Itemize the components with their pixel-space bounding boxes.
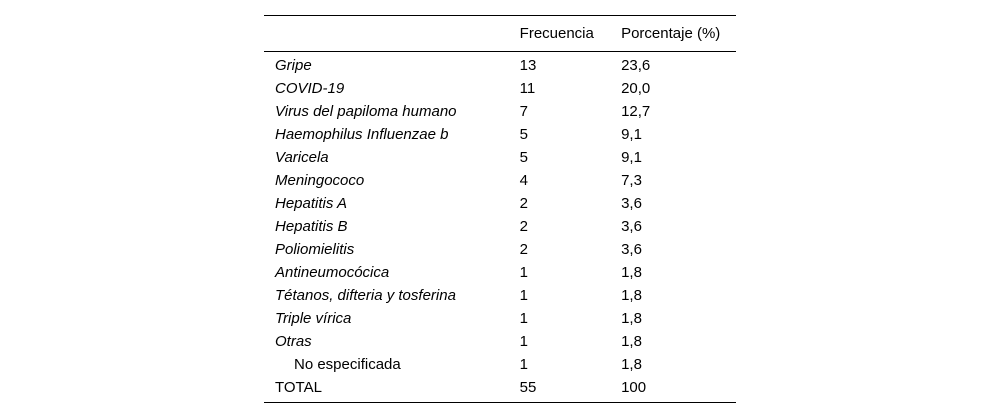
row-frequency: 2 <box>519 195 528 212</box>
table-row <box>264 284 736 307</box>
table-row <box>264 353 736 376</box>
table-body <box>264 52 736 403</box>
row-name: Meningococo <box>275 172 365 189</box>
table-row <box>264 123 736 146</box>
row-frequency: 1 <box>519 310 528 327</box>
row-percentage: 100 <box>621 376 736 403</box>
row-name: Virus del papiloma humano <box>275 103 457 120</box>
row-name: Hepatitis A <box>275 195 347 212</box>
table-row <box>264 307 736 330</box>
table-row <box>264 192 736 215</box>
vaccine-frequency-table <box>264 15 736 403</box>
row-frequency: 11 <box>519 80 536 97</box>
row-percentage: 12,7 <box>621 103 651 120</box>
row-frequency: 1 <box>519 356 528 373</box>
row-percentage: 7,3 <box>621 172 642 189</box>
row-name: TOTAL <box>264 376 520 403</box>
row-frequency: 13 <box>519 57 537 74</box>
row-name: Poliomielitis <box>275 241 355 258</box>
row-frequency: 1 <box>519 333 528 350</box>
row-name: Otras <box>275 333 312 350</box>
row-name: Hepatitis B <box>275 218 348 235</box>
row-frequency: 2 <box>519 218 528 235</box>
row-percentage: 20,0 <box>621 80 651 97</box>
row-name: Gripe <box>275 57 312 74</box>
row-percentage: 3,6 <box>621 218 642 235</box>
row-percentage: 1,8 <box>621 287 642 304</box>
table-row <box>264 169 736 192</box>
table-row <box>264 146 736 169</box>
table-row-total <box>264 376 736 403</box>
table-row <box>264 330 736 353</box>
row-percentage: 1,8 <box>621 310 642 327</box>
row-percentage: 1,8 <box>621 333 642 350</box>
row-percentage: 9,1 <box>621 126 642 143</box>
row-name: Antineumocócica <box>275 264 390 281</box>
row-frequency: 5 <box>519 149 528 166</box>
table-row <box>264 261 736 284</box>
row-percentage: 1,8 <box>621 356 642 373</box>
header-frequency: Frecuencia <box>520 16 621 52</box>
header-name <box>264 16 520 52</box>
header-percentage: Porcentaje (%) <box>621 16 736 52</box>
row-frequency: 55 <box>520 376 621 403</box>
table-row <box>264 100 736 123</box>
row-name: COVID-19 <box>275 80 345 97</box>
row-frequency: 7 <box>519 103 528 120</box>
table-row <box>264 52 736 78</box>
table-row <box>264 238 736 261</box>
row-percentage: 1,8 <box>621 264 642 281</box>
row-frequency: 2 <box>519 241 528 258</box>
row-percentage: 23,6 <box>621 57 651 74</box>
row-percentage: 3,6 <box>621 241 642 258</box>
vaccine-frequency-table-container <box>264 15 736 403</box>
row-frequency: 4 <box>519 172 528 189</box>
row-frequency: 5 <box>519 126 528 143</box>
row-frequency: 1 <box>519 287 528 304</box>
row-name: Tétanos, difteria y tosferina <box>275 287 456 304</box>
row-name: Varicela <box>275 149 329 166</box>
row-percentage: 3,6 <box>621 195 642 212</box>
row-frequency: 1 <box>519 264 528 281</box>
row-name: No especificada <box>294 356 401 373</box>
row-name: Haemophilus Influenzae b <box>275 126 449 143</box>
header-row <box>264 16 736 52</box>
row-name: Triple vírica <box>275 310 352 327</box>
table-header <box>264 16 736 52</box>
row-percentage: 9,1 <box>621 149 642 166</box>
table-row <box>264 77 736 100</box>
table-row <box>264 215 736 238</box>
